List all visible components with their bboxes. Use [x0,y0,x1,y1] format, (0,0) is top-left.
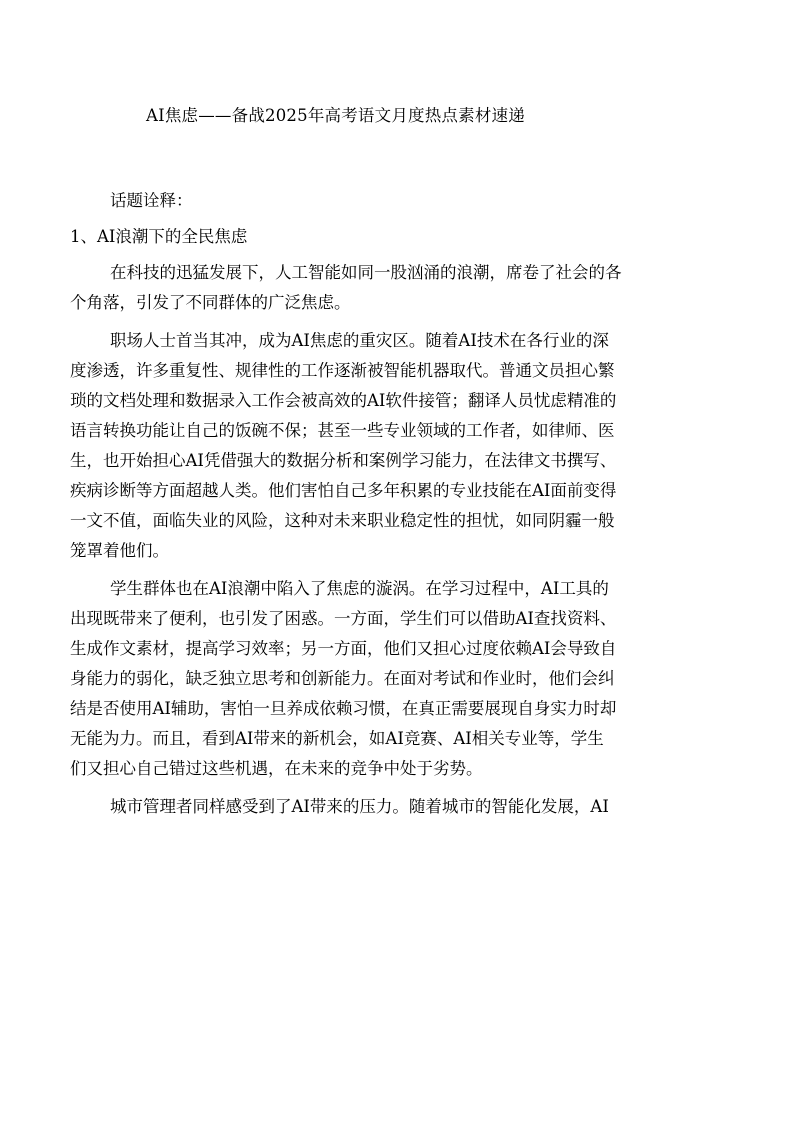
document-body [70,186,718,822]
paragraph-line: 结是否使用AI辅助，害怕一旦养成依赖习惯，在真正需要展现自身实力时却 [70,699,617,718]
paragraph-line: 一文不值，面临失业的风险，这种对未来职业稳定性的担忧，如同阴霾一般 [70,511,615,530]
paragraph-1 [70,258,718,318]
paragraph-line: 琐的文档处理和数据录入工作会被高效的AI软件接管；翻译人员忧虑精准的 [70,391,617,410]
paragraph-2 [70,326,718,566]
paragraph-line: 城市管理者同样感受到了AI带来的压力。随着城市的智能化发展，AI [110,797,609,816]
paragraph-line: 语言转换功能让自己的饭碗不保；甚至一些专业领域的工作者，如律师、医 [70,421,615,440]
paragraph-line: 无能为力。而且，看到AI带来的新机会，如AI竞赛、AI相关专业等，学生 [70,729,604,748]
paragraph-line: 职场人士首当其冲，成为AI焦虑的重灾区。随着AI技术在各行业的深 [110,331,609,350]
paragraph-line: 笼罩着他们。 [70,541,169,560]
paragraph-line: 出现既带来了便利，也引发了困惑。一方面，学生们可以借助AI查找资料、 [70,609,617,628]
subheading: 1、AI浪潮下的全民焦虑 [70,227,248,246]
paragraph-line: 生成作文素材，提高学习效率；另一方面，他们又担心过度依赖AI会导致自 [70,639,617,658]
paragraph-4 [70,792,718,822]
paragraph-line: 度渗透，许多重复性、规律性的工作逐渐被智能机器取代。普通文员担心繁 [70,361,615,380]
paragraph-line: 疾病诊断等方面超越人类。他们害怕自己多年积累的专业技能在AI面前变得 [70,481,617,500]
section-label: 话题诠释： [110,191,193,210]
paragraph-3 [70,574,718,784]
paragraph-line: 在科技的迅猛发展下，人工智能如同一股汹涌的浪潮，席卷了社会的各 [110,263,622,282]
paragraph-line: 们又担心自己错过这些机遇，在未来的竞争中处于劣势。 [70,759,483,778]
paragraph-line: 生，也开始担心AI凭借强大的数据分析和案例学习能力，在法律文书撰写、 [70,451,617,470]
paragraph-line: 身能力的弱化，缺乏独立思考和创新能力。在面对考试和作业时，他们会纠 [70,669,615,688]
paragraph-line: 学生群体也在AI浪潮中陷入了焦虑的漩涡。在学习过程中，AI工具的 [110,579,609,598]
paragraph-line: 个角落，引发了不同群体的广泛焦虑。 [70,293,351,312]
document-title: AI焦虑——备战2025年高考语文月度热点素材速递 [146,106,525,125]
